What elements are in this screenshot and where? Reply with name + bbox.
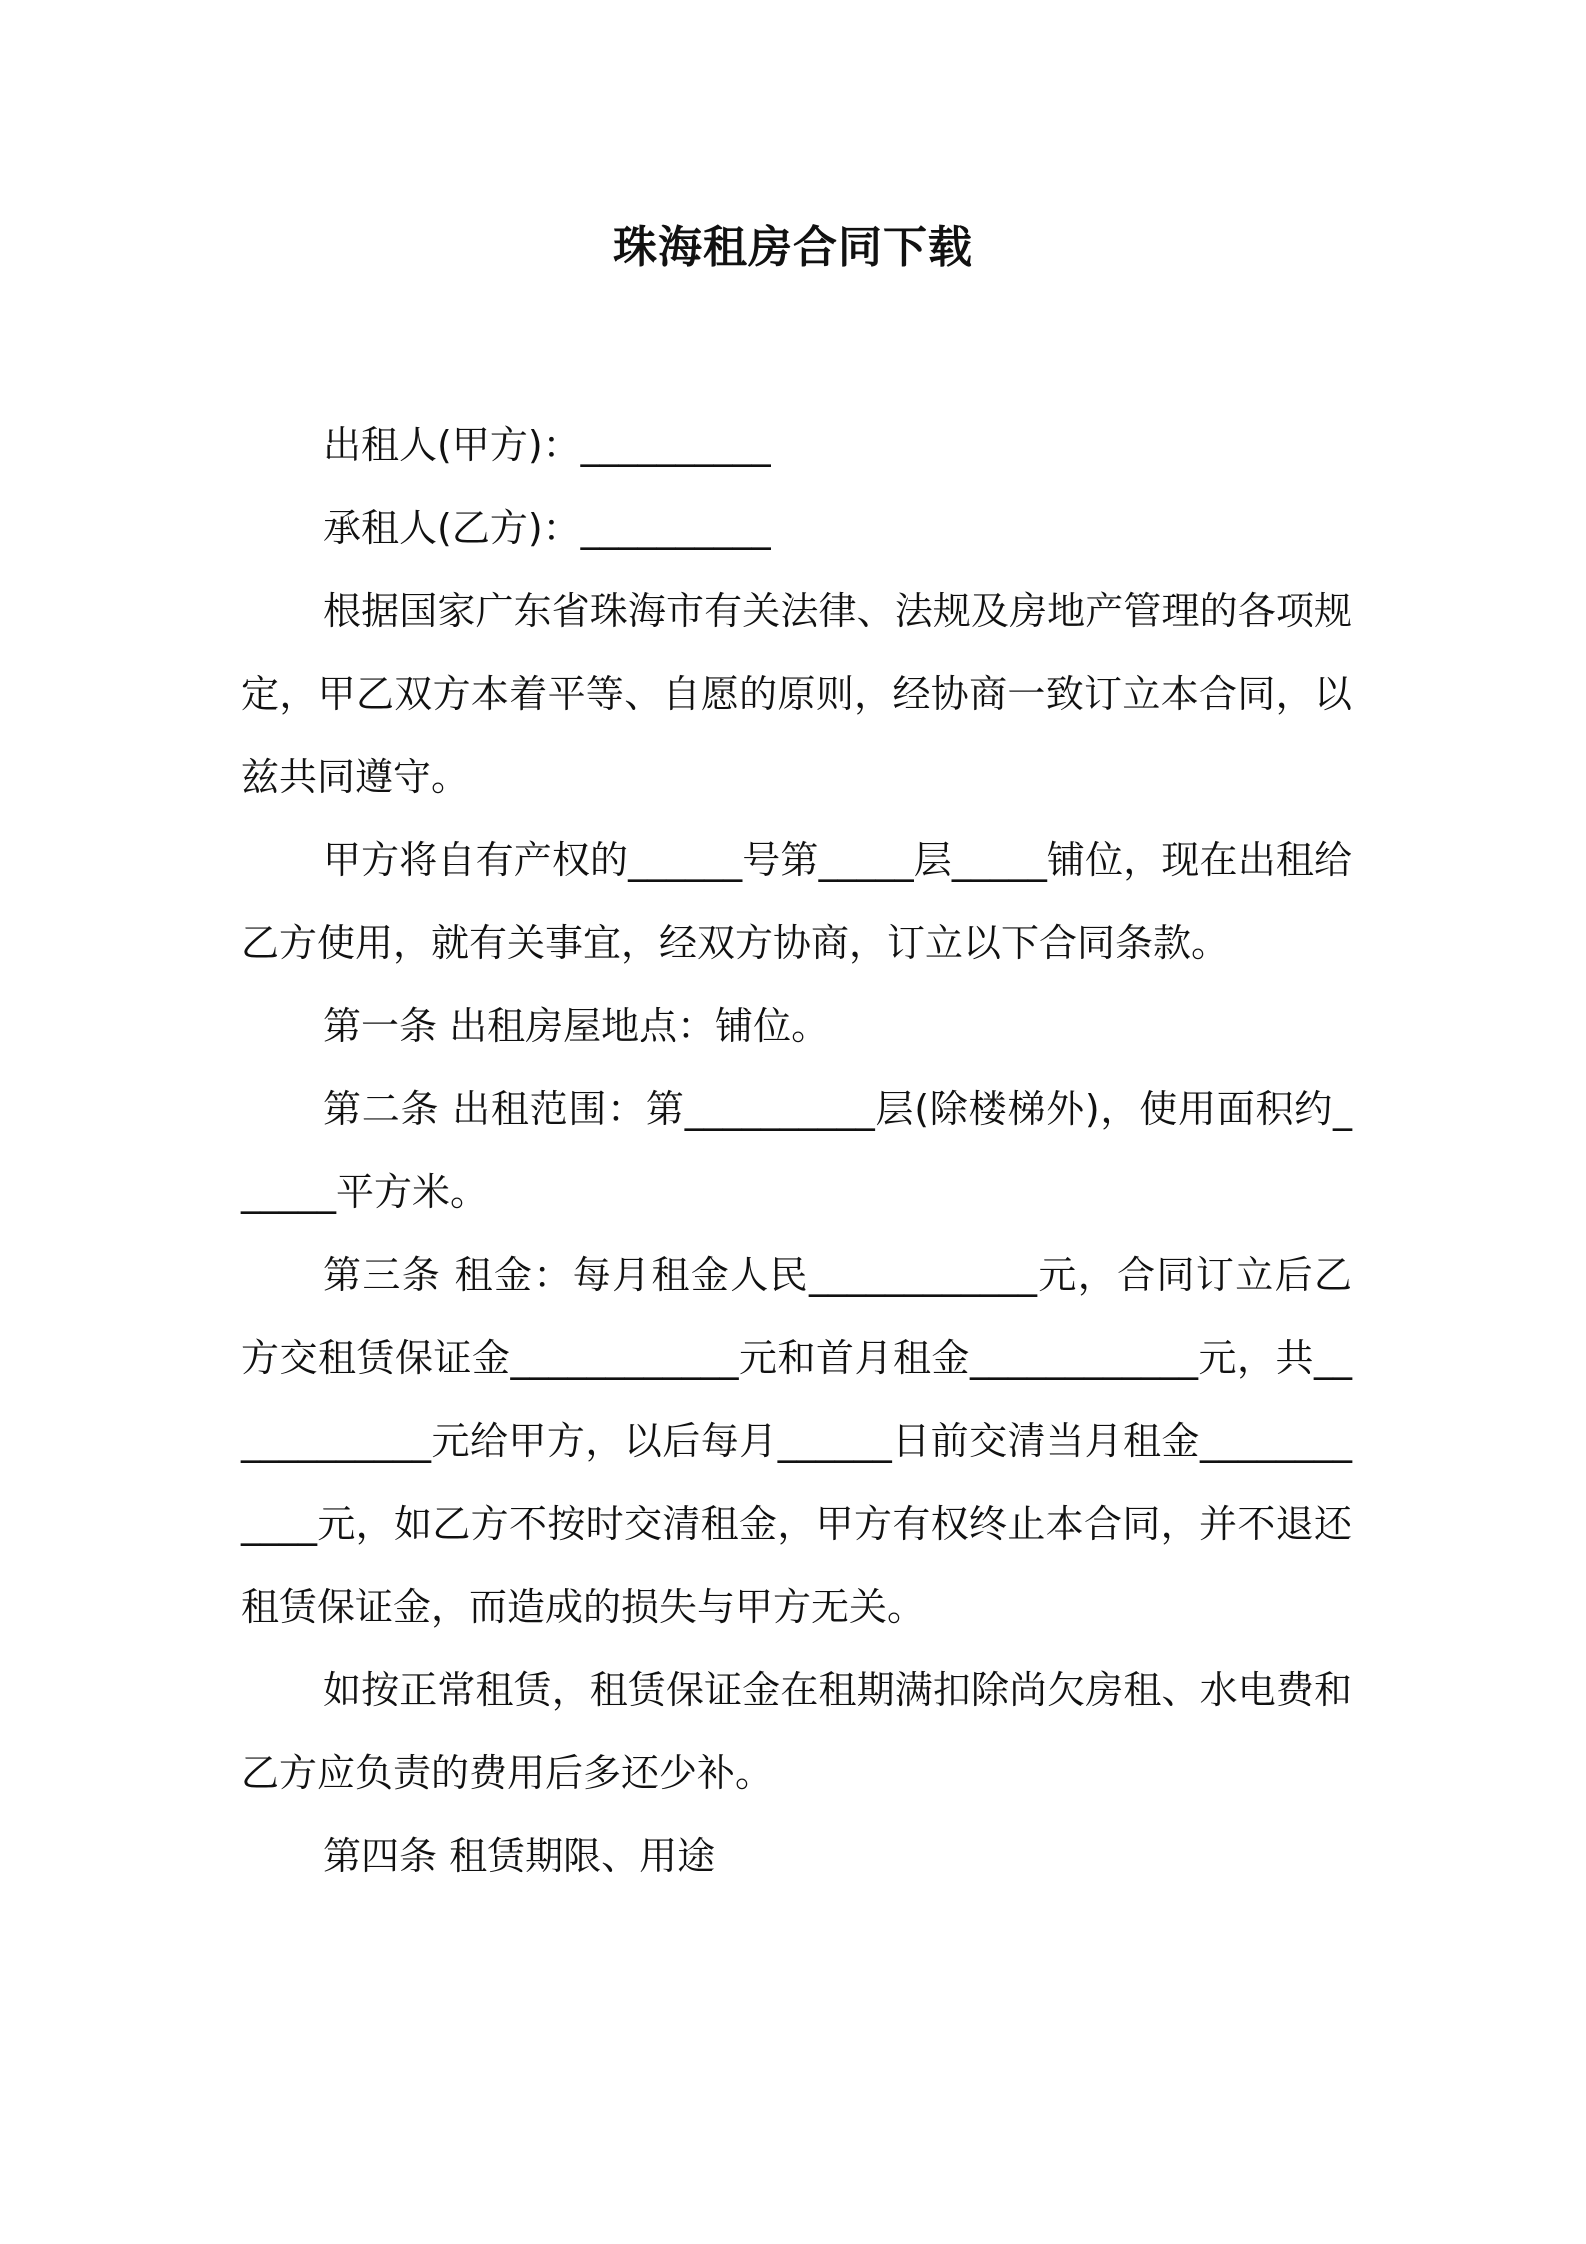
property-paragraph: 甲方将自有产权的______号第_____层_____铺位，现在出租给乙方使用，就有关事宜，经双方协商，订立以下合同条款。 [241,838,1352,965]
article-4-heading: 第四条 租赁期限、用途 [323,1834,716,1878]
document-body [241,404,1352,1898]
lessor-line: 出租人(甲方)：__________ [323,423,771,467]
deposit-paragraph: 如按正常租赁，租赁保证金在租期满扣除尚欠房租、水电费和乙方应负责的费用后多还少补。 [241,1668,1352,1795]
preamble-paragraph: 根据国家广东省珠海市有关法律、法规及房地产管理的各项规定，甲乙双方本着平等、自愿的原则，经协商一致订立本合同，以兹共同遵守。 [241,589,1352,799]
article-3: 第三条 租金：每月租金人民____________元，合同订立后乙方交租赁保证金____________元和首月租金____________元，共____________元给甲方，以后每月______日前交清当月租金____________元，如乙方不按时交清租金，甲方有权终止本合同，并不退还租赁保证金，而造成的损失与甲方无关。 [241,1253,1352,1629]
lessee-line: 承租人(乙方)：__________ [323,506,771,550]
article-1: 第一条 出租房屋地点：铺位。 [323,1004,830,1048]
document-title: 珠海租房合同下载 [613,222,973,273]
article-2: 第二条 出租范围：第__________层(除楼梯外)，使用面积约______平方米。 [241,1087,1352,1214]
